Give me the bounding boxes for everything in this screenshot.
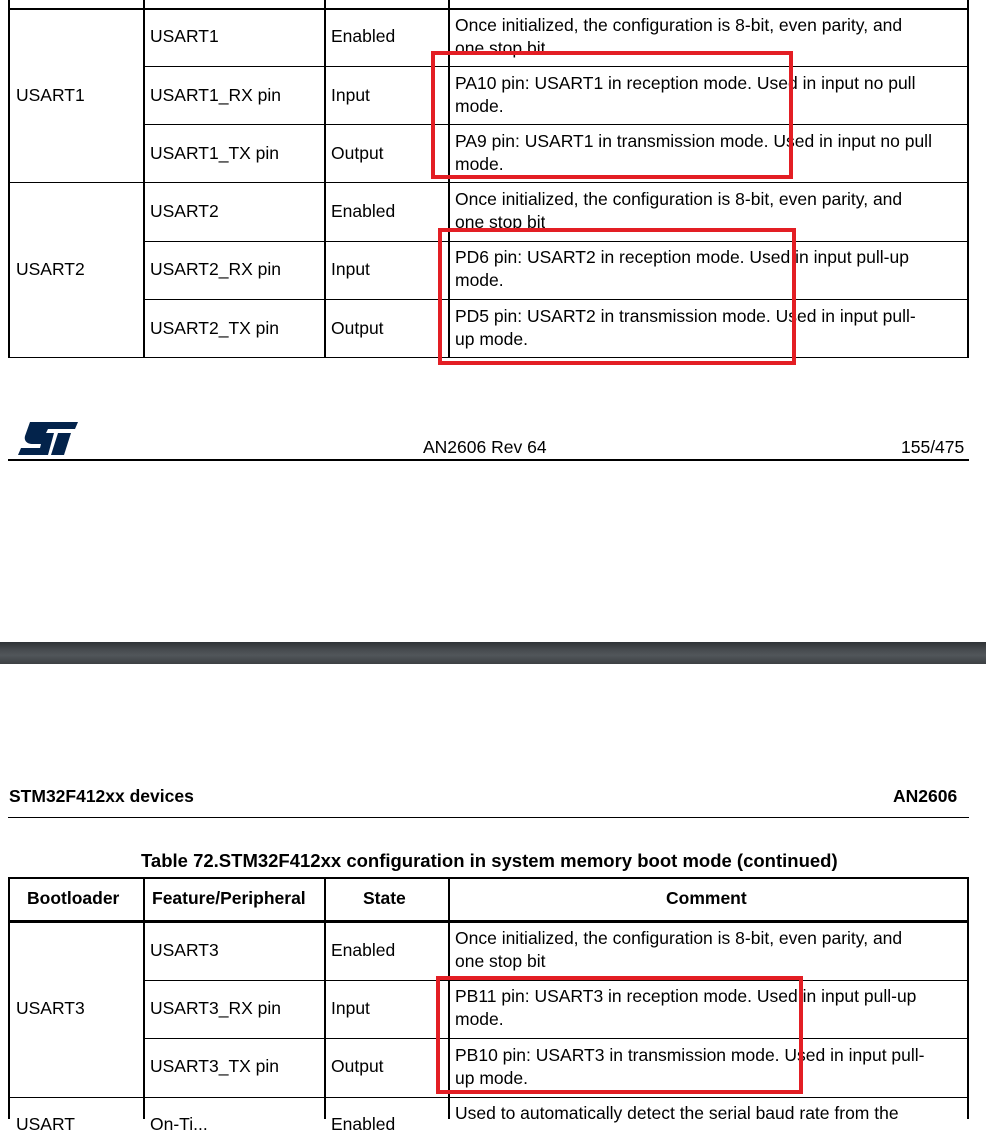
feature-cell: USART1_RX pin — [150, 85, 281, 105]
comment-cell: Once initialized, the configuration is 8-bit, even parity, and — [455, 189, 903, 209]
comment-cell: PD6 pin: USART2 in reception mode. Used in input pull-up — [455, 247, 909, 267]
feature-cell: USART2 — [150, 201, 219, 221]
row-border — [143, 980, 969, 981]
feature-cell: On-Ti... — [150, 1114, 208, 1134]
col-border — [448, 877, 450, 1119]
state-cell: Output — [331, 318, 384, 338]
row-border — [143, 1038, 969, 1039]
col-header-feature: Feature/Peripheral — [152, 888, 306, 908]
page-separator — [0, 642, 986, 664]
comment-cell: one stop bit — [455, 951, 546, 971]
col-border — [143, 0, 145, 358]
group-border — [8, 1097, 969, 1098]
feature-cell: USART3 — [150, 940, 219, 960]
col-border — [967, 877, 969, 1119]
comment-cell: mode. — [455, 270, 504, 290]
state-cell: Enabled — [331, 201, 396, 221]
row-border — [143, 66, 969, 67]
footer-page-number: 155/475 — [901, 437, 965, 457]
comment-cell: mode. — [455, 96, 504, 116]
comment-cell: PA9 pin: USART1 in transmission mode. Used in input no pull — [455, 131, 932, 151]
row-border — [143, 241, 969, 242]
comment-cell: up mode. — [455, 1068, 528, 1088]
state-cell: Enabled — [331, 940, 396, 960]
col-border — [448, 0, 450, 358]
col-border — [8, 0, 10, 358]
col-border — [8, 877, 10, 1119]
comment-cell: mode. — [455, 154, 504, 174]
state-cell: Input — [331, 259, 370, 279]
bootloader-cell: USART3 — [16, 998, 85, 1018]
state-cell: Output — [331, 1056, 384, 1076]
header-rule — [8, 817, 969, 818]
feature-cell: USART2_TX pin — [150, 318, 280, 338]
col-border — [324, 877, 326, 1119]
footer-rule — [8, 459, 969, 461]
col-border — [967, 0, 969, 358]
table-top-border — [8, 877, 969, 879]
table-bottom-border — [8, 357, 969, 358]
state-cell: Input — [331, 85, 370, 105]
page2-table — [8, 877, 969, 1134]
comment-cell: Once initialized, the configuration is 8-bit, even parity, and — [455, 928, 903, 948]
header-bottom-border — [8, 920, 969, 923]
comment-cell: up mode. — [455, 329, 528, 349]
col-header-state: State — [363, 888, 406, 908]
table-caption: Table 72.STM32F412xx configuration in system memory boot mode (continued) — [141, 850, 838, 871]
comment-cell: PB11 pin: USART3 in reception mode. Used in input pull-up — [455, 986, 917, 1006]
comment-cell: PD5 pin: USART2 in transmission mode. Used in input pull- — [455, 306, 916, 326]
feature-cell: USART2_RX pin — [150, 259, 281, 279]
col-header-comment: Comment — [666, 888, 747, 908]
page1-table — [8, 0, 969, 358]
comment-cell: PB10 pin: USART3 in transmission mode. Used in input pull- — [455, 1045, 925, 1065]
feature-cell: USART1 — [150, 26, 219, 46]
row-border — [143, 299, 969, 300]
group-border — [8, 182, 969, 183]
feature-cell: USART1_TX pin — [150, 143, 280, 163]
row-border — [8, 8, 969, 10]
feature-cell: USART3_TX pin — [150, 1056, 280, 1076]
bootloader-cell: USART1 — [16, 85, 85, 105]
state-cell: Input — [331, 998, 370, 1018]
comment-cell: one stop bit — [455, 38, 546, 58]
col-border — [324, 0, 326, 358]
footer-doc-rev: AN2606 Rev 64 — [423, 437, 547, 457]
comment-cell: Once initialized, the configuration is 8-bit, even parity, and — [455, 15, 903, 35]
section-title: STM32F412xx devices — [9, 786, 194, 806]
st-logo — [18, 422, 78, 455]
feature-cell: USART3_RX pin — [150, 998, 281, 1018]
row-border — [143, 124, 969, 125]
comment-cell: PA10 pin: USART1 in reception mode. Used in input no pull — [455, 73, 916, 93]
state-cell: Output — [331, 143, 384, 163]
state-cell: Enabled — [331, 26, 396, 46]
bootloader-cell: USART — [16, 1114, 75, 1134]
bootloader-cell: USART2 — [16, 259, 85, 279]
state-cell: Enabled — [331, 1114, 396, 1134]
comment-cell: Used to automatically detect the serial baud rate from the — [455, 1103, 899, 1123]
header-doc-id: AN2606 — [893, 786, 958, 806]
col-border — [143, 877, 145, 1119]
comment-cell: one stop bit — [455, 212, 546, 232]
comment-cell: mode. — [455, 1009, 504, 1029]
col-header-bootloader: Bootloader — [27, 888, 120, 908]
